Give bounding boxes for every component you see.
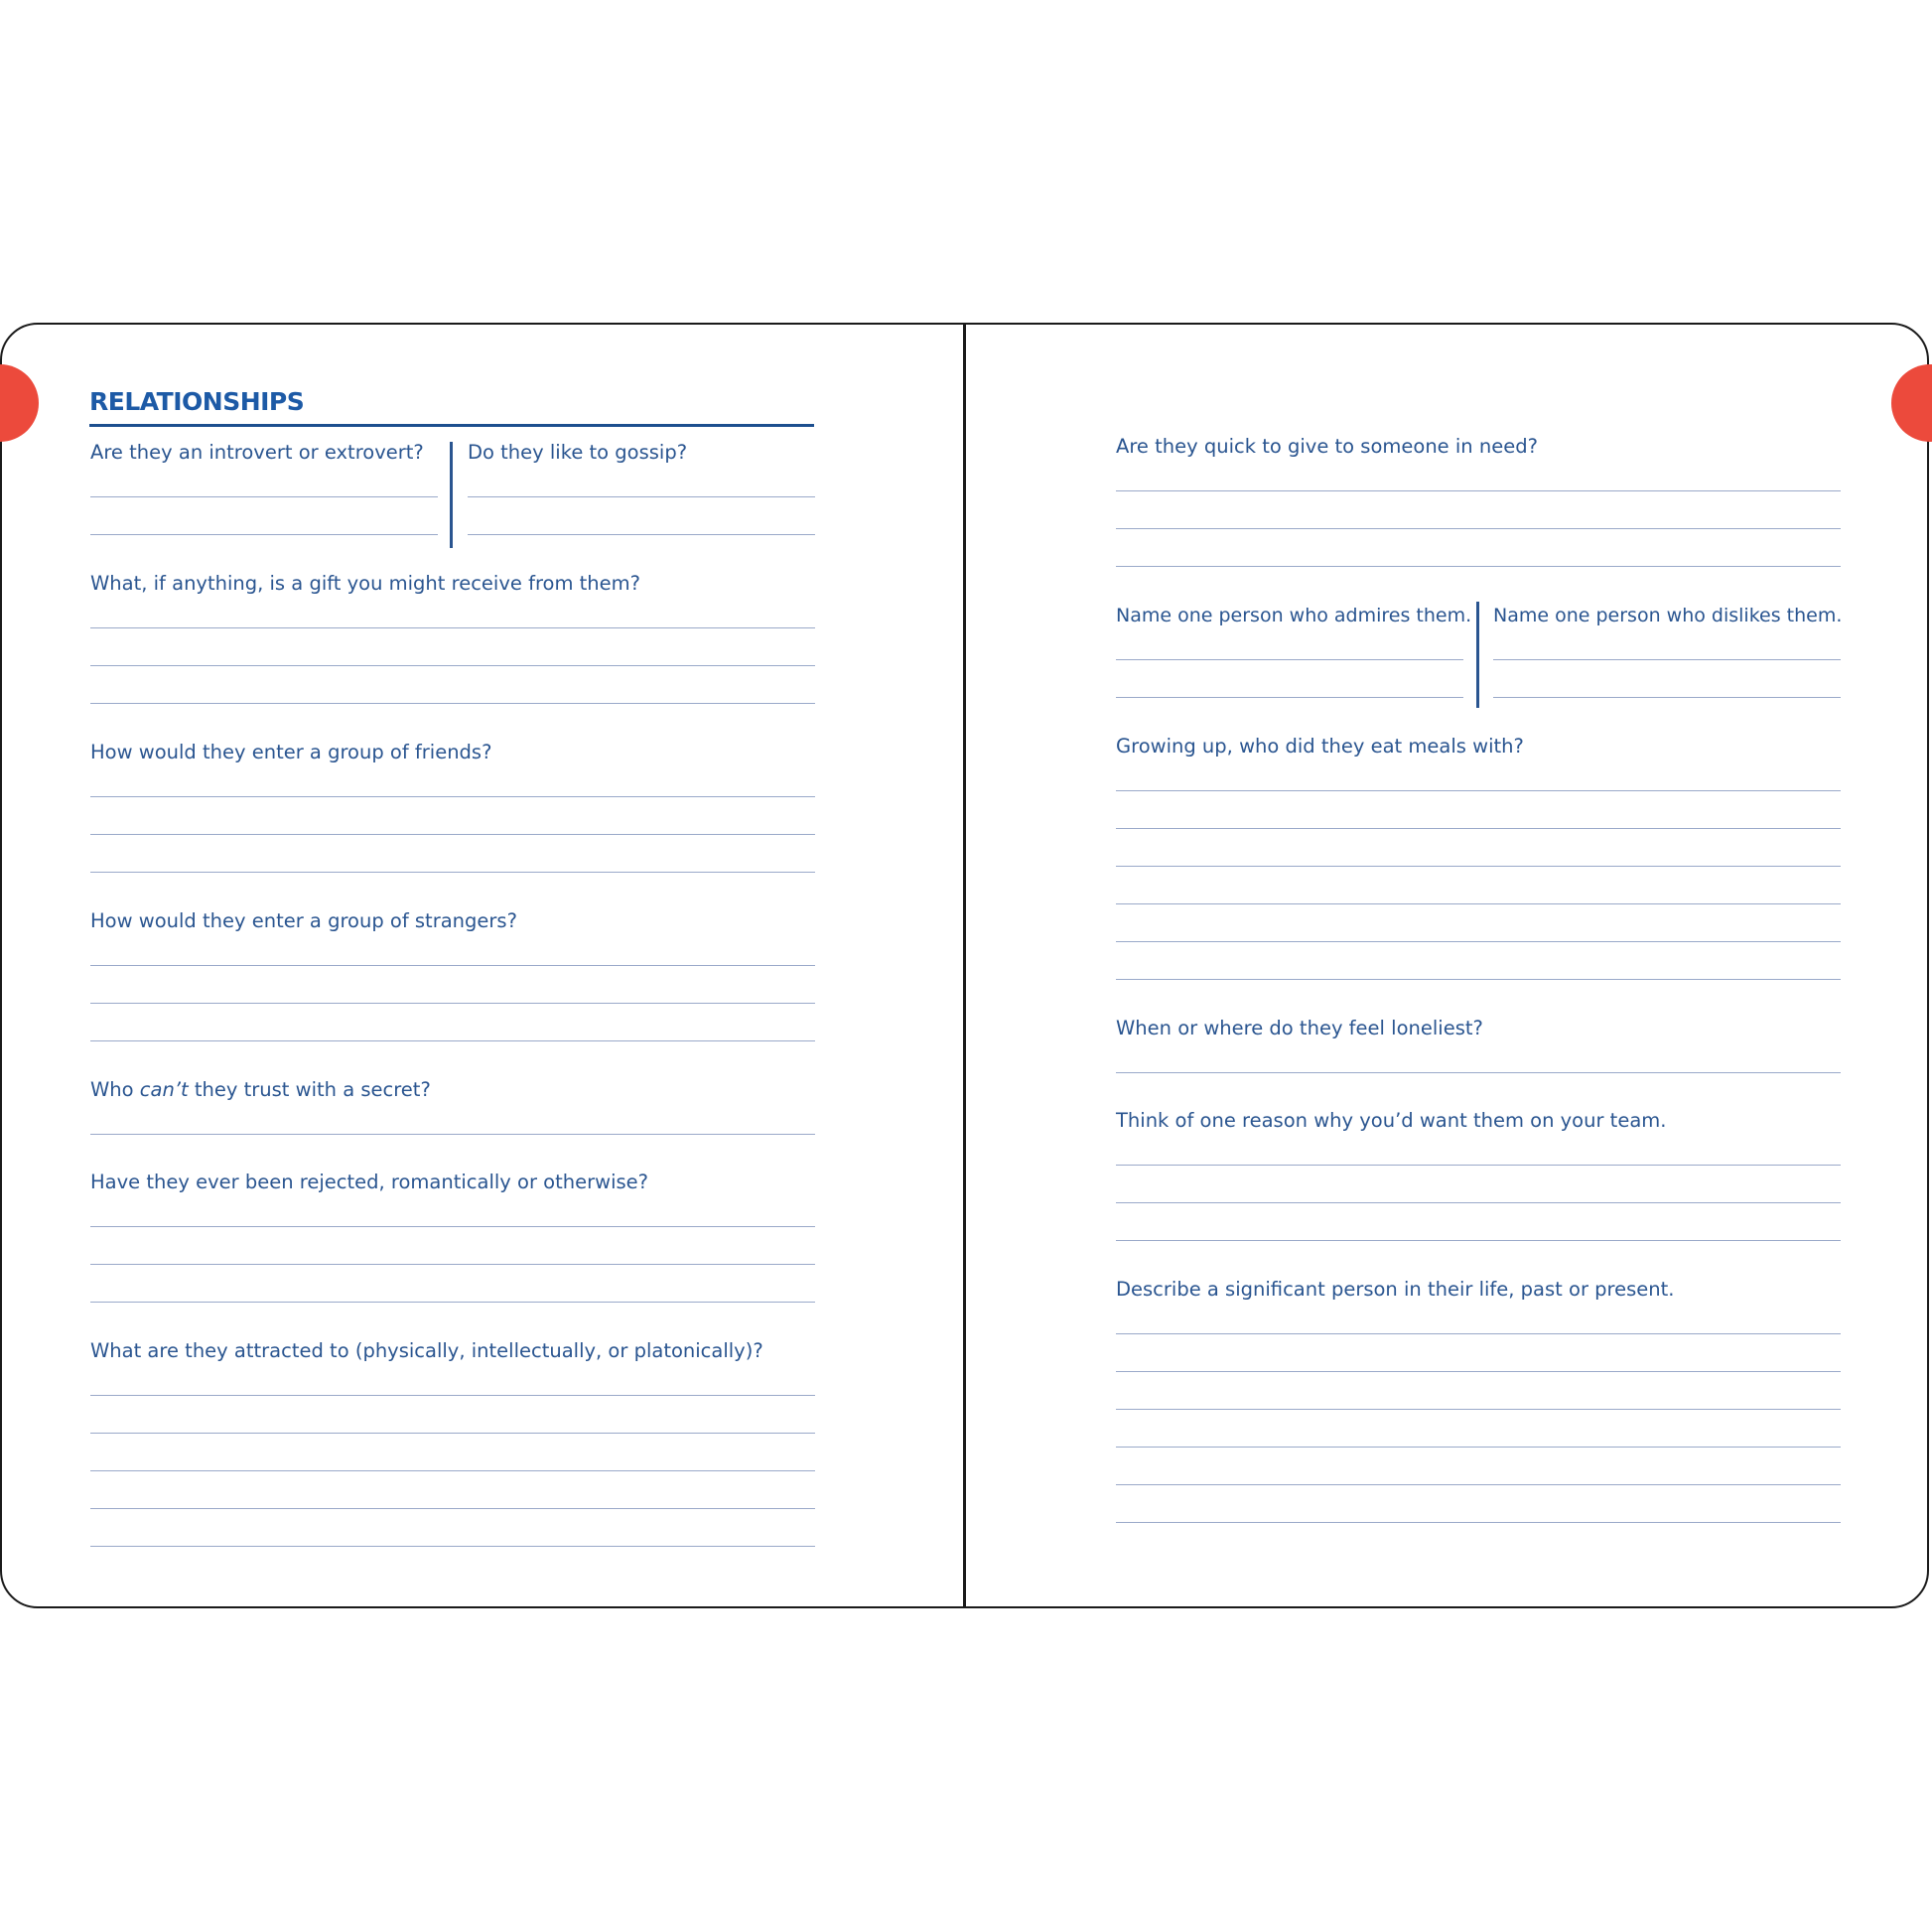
- answer-line[interactable]: [1116, 1165, 1841, 1166]
- prompt-attracted-to: What are they attracted to (physically, intellectually, or platonically)?: [90, 1339, 763, 1362]
- answer-line[interactable]: [90, 627, 815, 628]
- answer-line[interactable]: [1116, 1484, 1841, 1485]
- answer-line[interactable]: [90, 1003, 815, 1004]
- answer-line[interactable]: [1493, 659, 1841, 660]
- answer-line[interactable]: [1116, 1409, 1841, 1410]
- answer-line[interactable]: [1116, 1333, 1841, 1334]
- answer-line[interactable]: [1493, 697, 1841, 698]
- prompt-on-your-team: Think of one reason why you’d want them on your team.: [1116, 1109, 1667, 1132]
- answer-line[interactable]: [1116, 1240, 1841, 1241]
- prompt-gift: What, if anything, is a gift you might receive from them?: [90, 572, 641, 595]
- answer-line[interactable]: [90, 703, 815, 704]
- answer-line[interactable]: [1116, 1447, 1841, 1448]
- answer-line[interactable]: [90, 1134, 815, 1135]
- prompt-eat-meals-with: Growing up, who did they eat meals with?: [1116, 735, 1524, 758]
- answer-line[interactable]: [1116, 490, 1841, 491]
- prompt-group-of-strangers: How would they enter a group of strangers?: [90, 909, 517, 932]
- answer-line[interactable]: [90, 496, 438, 497]
- answer-line[interactable]: [1116, 941, 1841, 942]
- answer-line[interactable]: [90, 1264, 815, 1265]
- answer-line[interactable]: [1116, 566, 1841, 567]
- prompt-trust-secret-after: they trust with a secret?: [188, 1078, 431, 1101]
- column-divider: [1476, 602, 1479, 708]
- answer-line[interactable]: [90, 1395, 815, 1396]
- answer-line[interactable]: [90, 1546, 815, 1547]
- answer-line[interactable]: [90, 1302, 815, 1303]
- prompt-introvert-extrovert: Are they an introvert or extrovert?: [90, 441, 424, 464]
- prompt-dislikes-them: Name one person who dislikes them.: [1493, 605, 1843, 626]
- answer-line[interactable]: [90, 1470, 815, 1471]
- answer-line[interactable]: [1116, 979, 1841, 980]
- answer-line[interactable]: [90, 534, 438, 535]
- answer-line[interactable]: [90, 1508, 815, 1509]
- answer-line[interactable]: [90, 872, 815, 873]
- prompt-trust-secret: [90, 1077, 431, 1103]
- answer-line[interactable]: [1116, 866, 1841, 867]
- answer-line[interactable]: [1116, 659, 1463, 660]
- book-spine: [963, 324, 966, 1607]
- answer-line[interactable]: [1116, 1371, 1841, 1372]
- answer-line[interactable]: [90, 1433, 815, 1434]
- answer-line[interactable]: [1116, 828, 1841, 829]
- section-title: RELATIONSHIPS: [89, 385, 814, 427]
- prompt-significant-person: Describe a significant person in their life, past or present.: [1116, 1278, 1675, 1301]
- answer-line[interactable]: [1116, 697, 1463, 698]
- prompt-rejected: Have they ever been rejected, romantically or otherwise?: [90, 1171, 649, 1193]
- answer-line[interactable]: [1116, 1522, 1841, 1523]
- answer-line[interactable]: [1116, 528, 1841, 529]
- answer-line[interactable]: [90, 834, 815, 835]
- prompt-gossip: Do they like to gossip?: [468, 441, 688, 464]
- answer-line[interactable]: [90, 796, 815, 797]
- answer-line[interactable]: [90, 1226, 815, 1227]
- answer-line[interactable]: [90, 965, 815, 966]
- prompt-trust-secret-emphasis: can’t: [139, 1078, 189, 1101]
- answer-line[interactable]: [468, 534, 815, 535]
- answer-line[interactable]: [1116, 1202, 1841, 1203]
- answer-line[interactable]: [90, 665, 815, 666]
- prompt-group-of-friends: How would they enter a group of friends?: [90, 741, 492, 763]
- answer-line[interactable]: [1116, 1072, 1841, 1073]
- prompt-admires-them: Name one person who admires them.: [1116, 605, 1472, 626]
- answer-line[interactable]: [1116, 903, 1841, 904]
- answer-line[interactable]: [90, 1040, 815, 1041]
- answer-line[interactable]: [1116, 790, 1841, 791]
- prompt-trust-secret-before: Who: [90, 1078, 140, 1101]
- answer-line[interactable]: [468, 496, 815, 497]
- prompt-loneliest: When or where do they feel loneliest?: [1116, 1017, 1483, 1039]
- column-divider: [450, 442, 453, 548]
- prompt-give-to-someone: Are they quick to give to someone in need?: [1116, 435, 1538, 458]
